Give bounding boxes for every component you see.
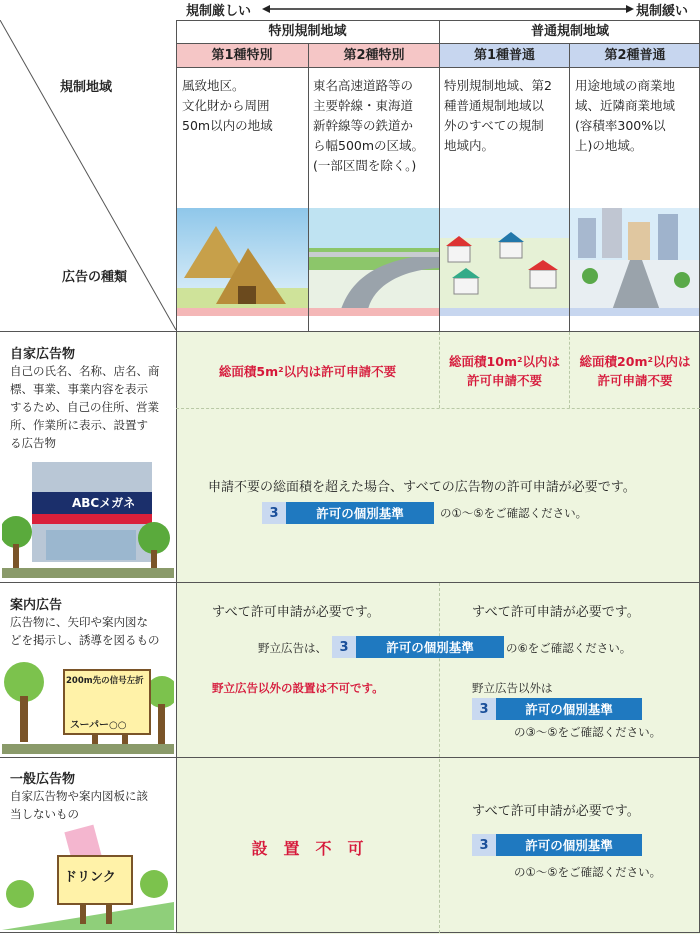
guide-right-need: すべて許可申請が必要です。 xyxy=(472,605,640,620)
guide-left-red: 野立広告以外の設置は不可です。 xyxy=(212,681,384,695)
own-normal1-note: 総面積10m²以内は 許可申請不要 xyxy=(449,354,560,388)
scale-strict-label: 規制厳しい xyxy=(186,4,252,19)
row-label-region: 規制地域 xyxy=(60,80,113,95)
guide-badge-number: 3 xyxy=(332,636,356,658)
highway-illustration xyxy=(309,208,439,316)
col-header-3: 第1種普通 xyxy=(440,44,569,67)
special-region-header: 特別規制地域 xyxy=(268,24,347,39)
own-all-note: 申請不要の総面積を超えた場合、すべての広告物の許可申請が必要です。 xyxy=(208,480,636,495)
own-criteria-badge[interactable] xyxy=(262,502,434,524)
general-ad-desc: 自家広告物や案内図板に該 当しないもの xyxy=(10,789,148,821)
guide-left-need: すべて許可申請が必要です。 xyxy=(212,605,380,620)
guide-right-badge-number: 3 xyxy=(472,698,496,720)
guide-right-after: の③〜⑤をご確認ください。 xyxy=(514,725,662,739)
own-normal2-note: 総面積20m²以内は 許可申請不要 xyxy=(579,354,691,388)
general-after: の①〜⑤をご確認ください。 xyxy=(514,865,662,879)
row-label-ad-type: 広告の種類 xyxy=(62,270,128,285)
general-badge-number: 3 xyxy=(472,834,496,856)
general-ad-title: 一般広告物 xyxy=(10,772,76,787)
col-header-4: 第2種普通 xyxy=(570,44,700,67)
guide-ad-desc: 広告物に、矢印や案内図な どを掲示し、誘導を図るもの xyxy=(10,615,160,647)
general-badge-text: 許可の個別基準 xyxy=(496,834,642,856)
guide-ad-signboard-illustration xyxy=(2,648,174,754)
guide-criteria-badge[interactable] xyxy=(332,636,504,658)
col-header-1: 第1種特別 xyxy=(176,44,308,67)
region-text-2: 東名高速道路等の 主要幹線・東海道 新幹線等の鉄道か ら幅500mの区域。 (一部区間を除く。) xyxy=(313,78,425,173)
commercial-illustration xyxy=(570,208,700,316)
own-ad-title: 自家広告物 xyxy=(10,347,76,362)
region-text-3: 特別規制地域、第2 種普通規制地域以 外のすべての規制 地域内。 xyxy=(444,78,552,153)
scale-arrow xyxy=(262,2,634,16)
own-badge-text: 許可の個別基準 xyxy=(286,502,434,524)
region-text-4: 用途地域の商業地 域、近隣商業地域 (容積率300%以 上)の地域。 xyxy=(575,78,676,153)
own-ad-desc: 自己の氏名、名称、店名、商 標、事業、事業内容を表示 するため、自己の住所、営業 所、作業所に表示、設置す る広告物 xyxy=(10,364,160,450)
guide-nodachi-pre: 野立広告は、 xyxy=(258,641,327,655)
guide-sign-top: 200m先の信号左折 xyxy=(66,676,144,686)
own-badge-after: の①〜⑤をご確認ください。 xyxy=(440,506,588,520)
own-special-note: 総面積5m²以内は許可申請不要 xyxy=(218,364,397,379)
own-badge-number: 3 xyxy=(262,502,286,524)
general-forbidden: 設 置 不 可 xyxy=(251,839,364,858)
guide-right-badge-text: 許可の個別基準 xyxy=(496,698,642,720)
guide-right-criteria-badge[interactable] xyxy=(472,698,642,720)
general-need: すべて許可申請が必要です。 xyxy=(472,804,640,819)
guide-right-other: 野立広告以外は xyxy=(472,681,553,695)
general-sign-text: ドリンク xyxy=(64,870,116,885)
normal-region-header: 普通規制地域 xyxy=(530,24,609,39)
guide-sign-bottom: スーパー○○ xyxy=(70,720,127,731)
guide-ad-title: 案内広告 xyxy=(10,598,63,613)
residential-illustration xyxy=(440,208,569,316)
col-header-2: 第2種特別 xyxy=(309,44,439,67)
region-text-1: 風致地区。 文化財から周囲 50m以内の地域 xyxy=(182,78,273,133)
thatched-huts-illustration xyxy=(176,208,308,316)
guide-nodachi-after: の⑥をご確認ください。 xyxy=(506,641,632,655)
own-ad-shop-illustration xyxy=(2,452,174,578)
scale-loose-label: 規制緩い xyxy=(636,4,689,19)
general-criteria-badge[interactable] xyxy=(472,834,642,856)
guide-badge-text: 許可の個別基準 xyxy=(356,636,504,658)
own-ad-sign-text: ABCメガネ xyxy=(72,496,136,510)
